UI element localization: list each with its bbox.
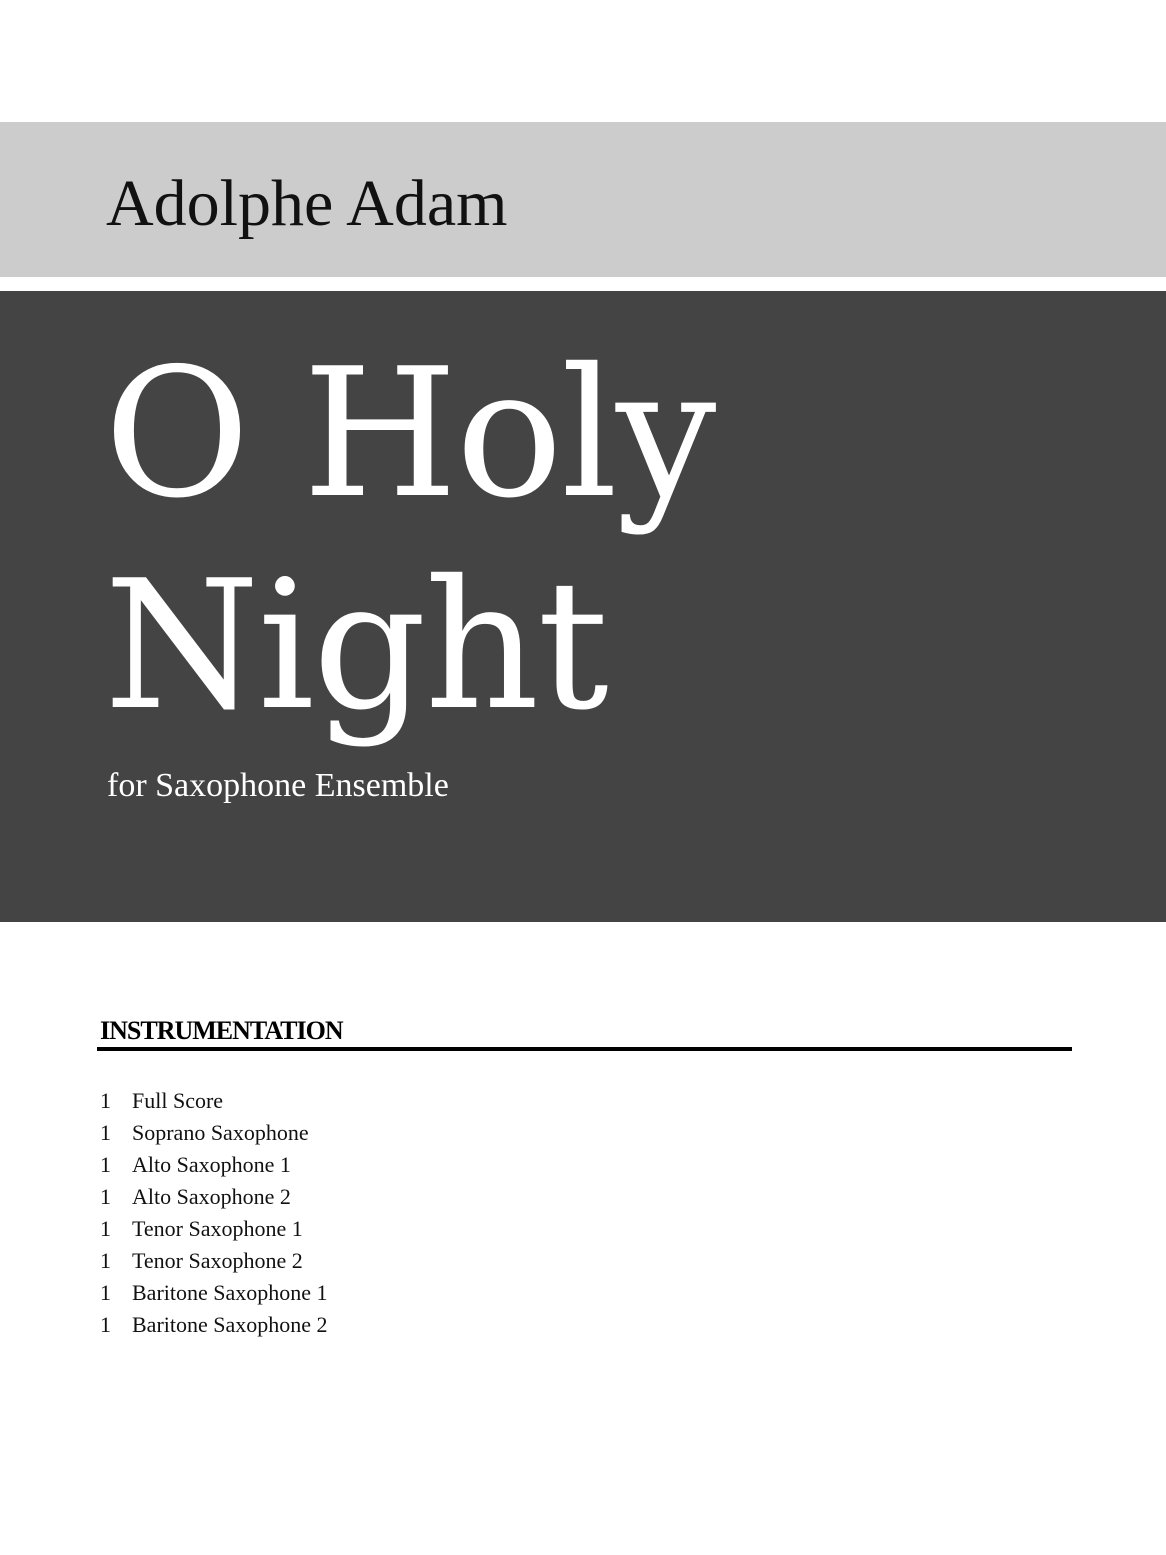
item-quantity: 1 [100, 1152, 111, 1177]
title-line-2: Night [104, 542, 607, 749]
title-line-1: O Holy [104, 330, 715, 537]
subtitle: for Saxophone Ensemble [107, 767, 449, 804]
composer-name: Adolphe Adam [106, 167, 508, 240]
page-title [104, 328, 714, 752]
item-quantity: 1 [100, 1184, 111, 1209]
list-item [100, 1117, 328, 1149]
instrumentation-list [100, 1085, 328, 1341]
item-name: Baritone Saxophone 1 [132, 1280, 328, 1305]
item-name: Tenor Saxophone 1 [132, 1216, 303, 1241]
list-item [100, 1213, 328, 1245]
item-quantity: 1 [100, 1120, 111, 1145]
list-item [100, 1309, 328, 1341]
list-item [100, 1277, 328, 1309]
heading-rule [97, 1047, 1072, 1051]
instrumentation-heading: INSTRUMENTATION [100, 1016, 343, 1045]
item-quantity: 1 [100, 1216, 111, 1241]
item-name: Full Score [132, 1088, 224, 1113]
list-item [100, 1085, 328, 1117]
item-quantity: 1 [100, 1280, 111, 1305]
item-name: Tenor Saxophone 2 [132, 1248, 303, 1273]
item-quantity: 1 [100, 1088, 111, 1113]
item-quantity: 1 [100, 1248, 111, 1273]
item-name: Soprano Saxophone [132, 1120, 309, 1145]
list-item [100, 1149, 328, 1181]
item-name: Alto Saxophone 2 [132, 1184, 291, 1209]
list-item [100, 1245, 328, 1277]
item-quantity: 1 [100, 1312, 111, 1337]
list-item [100, 1181, 328, 1213]
item-name: Alto Saxophone 1 [132, 1152, 291, 1177]
item-name: Baritone Saxophone 2 [132, 1312, 328, 1337]
